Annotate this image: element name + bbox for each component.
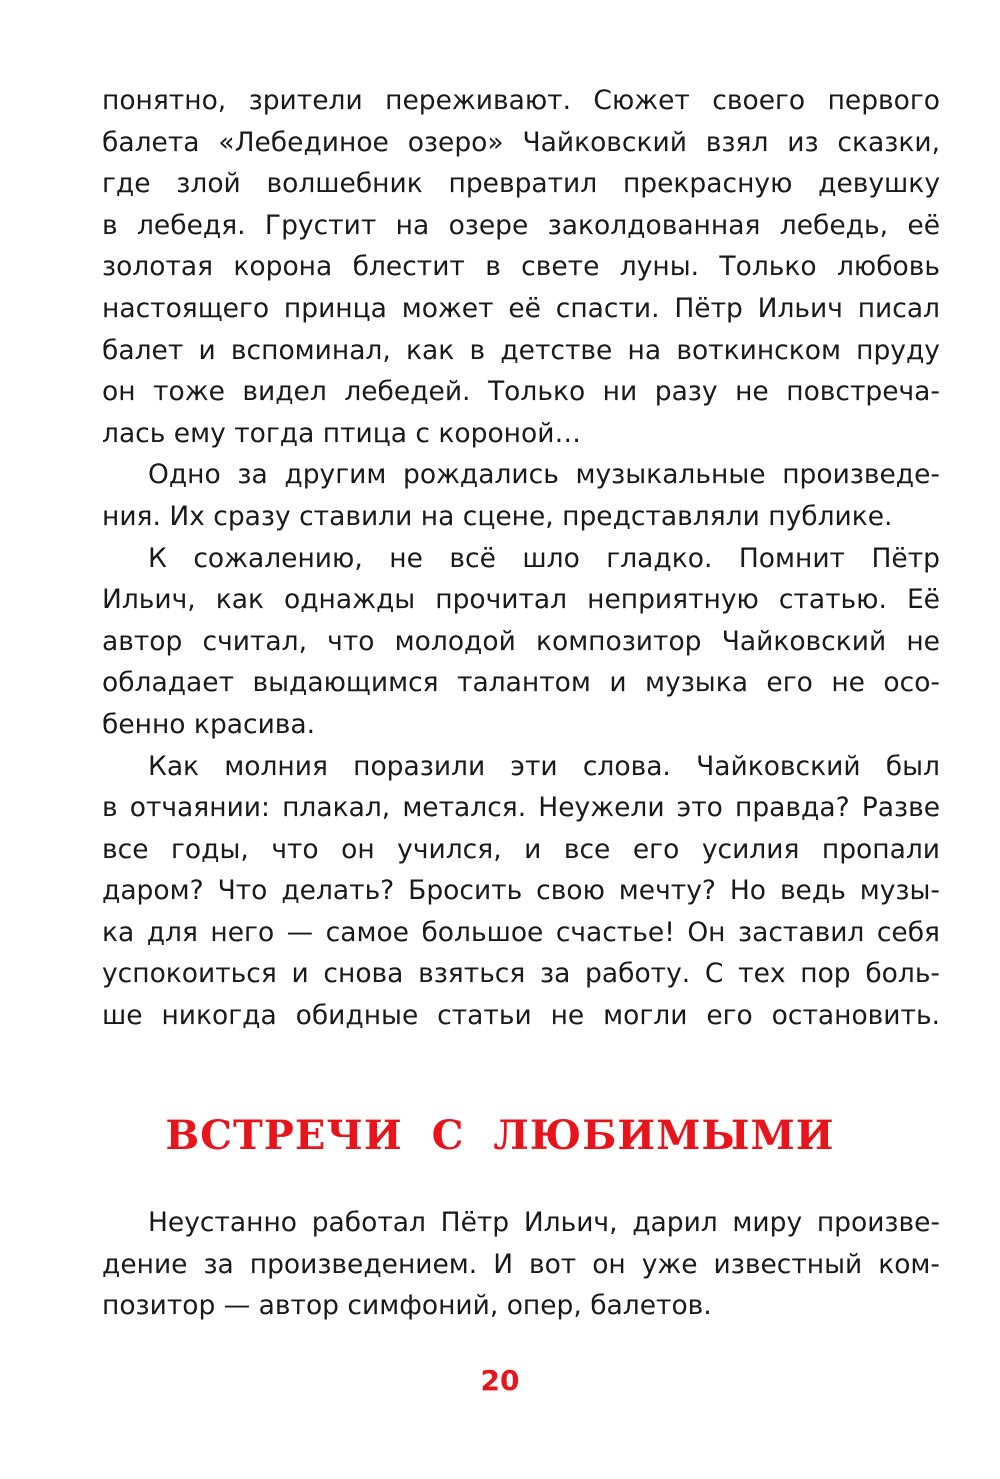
text-line: Неустанно работал Пётр Ильич, дарил миру произве- — [148, 1207, 940, 1238]
text-line: ка для него — самое большое счастье! Он заставил себя — [102, 916, 940, 948]
text-line: все годы, что он учился, и все его усилия пропали — [102, 833, 940, 865]
text-line: автор считал, что молодой композитор Чайковский не — [102, 625, 940, 657]
page-number: 20 — [480, 1364, 520, 1397]
text-line: даром? Что делать? Бросить свою мечту? Но ведь музы- — [102, 875, 940, 907]
text-line: золотая корона блестит в свете луны. Только любовь — [102, 251, 940, 283]
text-line: в отчаянии: плакал, метался. Неужели это правда? Разве — [102, 792, 940, 824]
text-line: успокоиться и снова взяться за работу. С тех пор боль- — [102, 958, 940, 990]
text-line: балета «Лебединое озеро» Чайковский взял из сказки, — [102, 126, 940, 158]
text-line: обладает выдающимся талантом и музыка его не осо- — [102, 667, 940, 699]
text-line: К сожалению, не всё шло гладко. Помнит Пётр — [148, 542, 940, 574]
text-line: дение за произведением. И вот он уже известный ком- — [102, 1248, 940, 1280]
body-text-top — [102, 80, 940, 1037]
text-line: Одно за другим рождались музыкальные произведе- — [148, 459, 940, 491]
text-line: Ильич, как однажды прочитал неприятную статью. Её — [102, 584, 940, 616]
text-line: настоящего принца может её спасти. Пётр Ильич писал — [102, 292, 940, 324]
text-line: он тоже видел лебедей. Только ни разу не повстреча- — [102, 376, 940, 408]
body-text-bottom — [102, 1202, 940, 1327]
text-line: Как молния поразили эти слова. Чайковский был — [148, 750, 940, 782]
text-line: ния. Их сразу ставили на сцене, представляли публике. — [102, 500, 893, 532]
text-line: где злой волшебник превратил прекрасную девушку — [102, 168, 940, 200]
text-line: в лебедя. Грустит на озере заколдованная лебедь, её — [102, 209, 940, 241]
section-title: ВСТРЕЧИ С ЛЮБИМЫМИ — [165, 1112, 835, 1159]
text-line: позитор — автор симфоний, опер, балетов. — [102, 1290, 712, 1322]
text-line: понятно, зрители переживают. Сюжет своего первого — [102, 85, 940, 116]
text-line: ше никогда обидные статьи не могли его остановить. — [102, 1000, 940, 1032]
text-line: лась ему тогда птица с короной… — [102, 417, 581, 449]
text-line: бенно красива. — [102, 708, 316, 740]
text-line: балет и вспоминал, как в детстве на воткинском пруду — [102, 334, 940, 366]
